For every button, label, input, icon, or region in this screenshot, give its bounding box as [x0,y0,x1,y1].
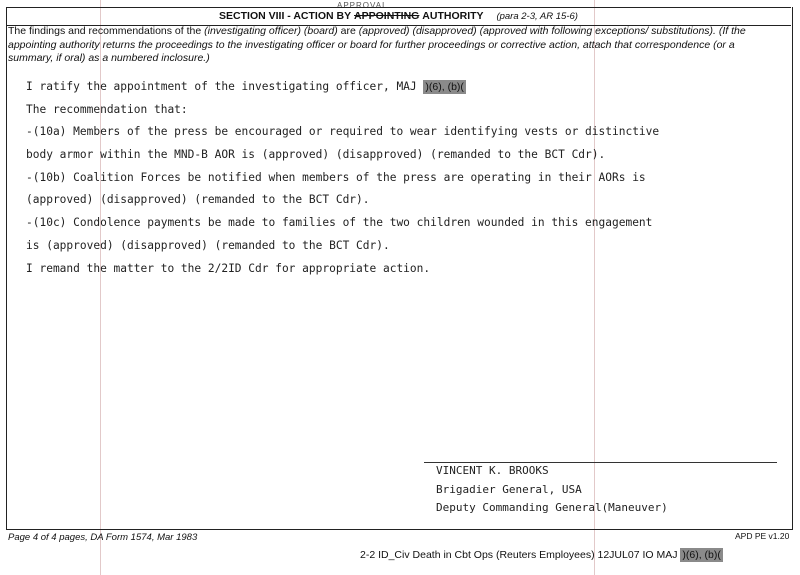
para-reference: (para 2-3, AR 15-6) [496,11,578,22]
body-line-9: I remand the matter to the 2/2ID Cdr for appropriate action. [26,261,431,275]
file-redaction-box: )(6), (b)( [682,549,721,561]
body-line-5: -(10b) Coalition Forces be notified when members of the press are operating in their AORs is [26,170,646,184]
section-suffix: AUTHORITY [422,10,484,22]
instructions-part-4: (approved) (disapproved) (approved with following exceptions/ substitutions). (If the appointing authority returns the proceedings to the investigating officer or board for further proceedings or corrective action, attach that correspondence (or a summary, if oral) as a numbered inclosure.) [8,25,746,64]
section-header [6,7,791,26]
cut-off-title: APPROVAL [337,1,388,10]
file-label [360,549,723,561]
action-body [26,80,766,284]
body-line-2: The recommendation that: [26,102,188,116]
body-line-3: -(10a) Members of the press be encouraged or required to wear identifying vests or distinctive [26,125,660,139]
form-version: APD PE v1.20 [735,531,790,541]
instructions-text [8,25,778,66]
body-line-4: body armor within the MND-B AOR is (approved) (disapproved) (remanded to the BCT Cdr). [26,148,606,162]
body-line-6: (approved) (disapproved) (remanded to the BCT Cdr). [26,193,370,207]
file-label-text: 2-2 ID_Civ Death in Cbt Ops (Reuters Employees) 12JUL07 IO MAJ [360,549,681,561]
ratify-text: I ratify the appointment of the investigating officer, MAJ [26,80,424,93]
body-line-1 [26,80,766,103]
body-line-7: -(10c) Condolence payments be made to families of the two children wounded in this engagement [26,216,653,230]
redaction-box: )(6), (b)( [425,81,464,93]
signature-block [436,462,668,518]
section-prefix: SECTION VIII - ACTION BY [219,10,352,22]
instructions-part-2: (investigating officer) (board) [204,25,338,37]
instructions-part-1: The findings and recommendations of the [8,25,205,37]
signer-rank: Brigadier General, USA [436,482,582,496]
signer-title: Deputy Commanding General(Maneuver) [436,501,668,514]
instructions-part-3: are [337,25,359,37]
page-info: Page 4 of 4 pages, DA Form 1574, Mar 1983 [8,532,198,543]
struck-word: APPOINTING [354,10,420,22]
body-line-8: is (approved) (disapproved) (remanded to the BCT Cdr). [26,238,390,252]
signer-name: VINCENT K. BROOKS [436,464,549,477]
